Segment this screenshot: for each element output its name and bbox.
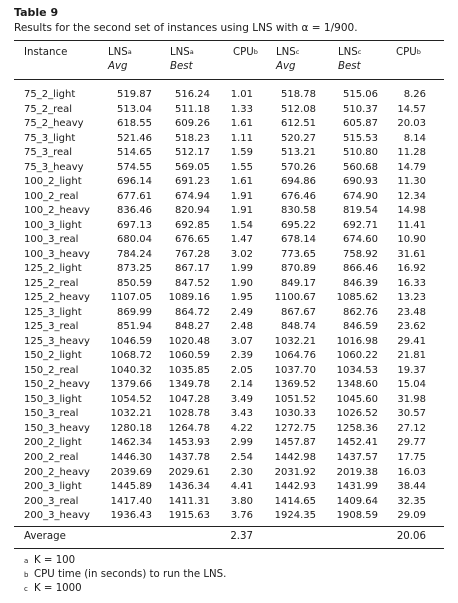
value-cell: 1040.32 [110,364,152,376]
instance-cell: 100_2_light [24,176,82,188]
table-row [0,147,458,158]
value-cell: 1379.66 [110,379,152,391]
column-header-sub: Best [170,61,193,72]
instance-cell: 150_3_heavy [24,422,90,434]
value-cell: 1431.99 [336,481,378,493]
value-cell: 1280.18 [110,422,152,434]
table-row [0,321,458,332]
instance-cell: 100_3_light [24,219,82,231]
table-row [0,510,458,521]
value-cell: 1037.70 [274,364,316,376]
value-cell: 30.57 [397,408,426,420]
value-cell: 2.14 [230,379,253,391]
value-cell: 836.46 [117,205,152,217]
table-row [0,89,458,100]
value-cell: 1030.33 [274,408,316,420]
value-cell: 2039.69 [110,466,152,478]
value-cell: 1.33 [230,103,253,115]
value-cell: 1045.60 [336,393,378,405]
value-cell: 1.91 [230,205,253,217]
column-header-footnote-mark: b [253,48,258,56]
value-cell: 560.68 [343,161,378,173]
column-header-sub: Avg [276,61,296,72]
value-cell: 1908.59 [336,510,378,522]
value-cell: 1446.30 [110,452,152,463]
value-cell: 3.76 [230,510,253,522]
value-cell: 3.02 [230,248,253,260]
value-cell: 1085.62 [336,292,378,304]
table-row [0,249,458,260]
instance-cell: 200_2_real [24,452,79,463]
column-header-main: LNS [108,47,128,58]
instance-cell: 75_3_light [24,132,76,144]
value-cell: 678.14 [281,234,316,246]
value-cell: 1068.72 [110,350,152,362]
value-cell: 29.41 [397,335,426,347]
value-cell: 16.33 [397,277,426,289]
value-cell: 691.23 [175,176,210,188]
value-cell: 2.54 [230,452,253,463]
instance-cell: 125_3_light [24,306,82,318]
value-cell: 518.78 [281,89,316,100]
table-row [0,162,458,173]
column-header [24,46,67,60]
value-cell: 510.37 [343,103,378,115]
table-row [0,452,458,463]
value-cell: 1016.98 [336,335,378,347]
value-cell: 1034.53 [336,364,378,376]
value-cell: 847.52 [175,277,210,289]
value-cell: 2.99 [230,437,253,449]
value-cell: 867.17 [175,263,210,275]
instance-cell: 200_2_light [24,437,82,449]
value-cell: 1442.98 [274,452,316,463]
value-cell: 519.87 [117,89,152,100]
column-header-footnote-mark: a [127,48,132,56]
bottom-rule [14,548,444,549]
instance-cell: 150_2_light [24,350,82,362]
value-cell: 2.48 [230,321,253,333]
table-row [0,234,458,245]
value-cell: 27.12 [397,422,426,434]
value-cell: 1032.21 [110,408,152,420]
value-cell: 870.89 [281,263,316,275]
value-cell: 674.90 [343,190,378,202]
value-cell: 850.59 [117,277,152,289]
value-cell: 846.39 [343,277,378,289]
value-cell: 23.48 [397,306,426,318]
instance-cell: 150_2_heavy [24,379,90,391]
average-cpu-2: 20.06 [396,531,426,542]
value-cell: 521.46 [117,132,152,144]
table-row [0,118,458,129]
value-cell: 609.26 [175,118,210,130]
value-cell: 2.49 [230,306,253,318]
value-cell: 38.44 [397,481,426,493]
value-cell: 3.49 [230,393,253,405]
column-header-main: LNS [276,47,296,58]
value-cell: 1409.64 [336,495,378,507]
value-cell: 1442.93 [274,481,316,493]
footnote [24,555,75,567]
instance-cell: 125_3_real [24,321,79,333]
instance-cell: 200_3_heavy [24,510,90,522]
table-row [0,205,458,216]
footnote-text: K = 1000 [34,583,82,594]
header-rule [14,79,444,80]
table-row [0,437,458,448]
value-cell: 32.35 [397,495,426,507]
value-cell: 4.22 [230,422,253,434]
value-cell: 1417.40 [110,495,152,507]
average-cpu-1: 2.37 [230,531,253,542]
value-cell: 1107.05 [110,292,152,304]
value-cell: 10.90 [397,234,426,246]
column-header [108,46,132,74]
value-cell: 873.25 [117,263,152,275]
instance-cell: 200_3_real [24,495,79,507]
value-cell: 830.58 [281,205,316,217]
value-cell: 1.55 [230,161,253,173]
table-row [0,104,458,115]
value-cell: 696.14 [117,176,152,188]
value-cell: 11.30 [397,176,426,188]
value-cell: 29.77 [397,437,426,449]
instance-cell: 200_3_light [24,481,82,493]
value-cell: 1924.35 [274,510,316,522]
value-cell: 848.27 [175,321,210,333]
table-row [0,278,458,289]
value-cell: 1348.60 [336,379,378,391]
instance-cell: 100_3_real [24,234,79,246]
value-cell: 1.47 [230,234,253,246]
value-cell: 1.95 [230,292,253,304]
table-label: Table 9 [14,6,59,19]
top-rule [14,40,444,41]
value-cell: 864.72 [175,306,210,318]
table-row [0,365,458,376]
table-row [0,379,458,390]
table-row [0,394,458,405]
value-cell: 1054.52 [110,393,152,405]
footnote [24,569,226,581]
footnote-text: CPU time (in seconds) to run the LNS. [34,569,227,580]
instance-cell: 75_2_real [24,103,73,115]
value-cell: 1.90 [230,277,253,289]
column-header [276,46,299,74]
instance-cell: 200_2_heavy [24,466,90,478]
instance-cell: 150_2_real [24,364,79,376]
value-cell: 1369.52 [274,379,316,391]
value-cell: 31.98 [397,393,426,405]
value-cell: 767.28 [175,248,210,260]
instance-cell: 100_2_heavy [24,205,90,217]
value-cell: 1453.93 [168,437,210,449]
value-cell: 16.03 [397,466,426,478]
value-cell: 1026.52 [336,408,378,420]
value-cell: 1452.41 [336,437,378,449]
value-cell: 1035.85 [168,364,210,376]
column-header [233,46,258,60]
value-cell: 8.14 [403,132,426,144]
value-cell: 820.94 [175,205,210,217]
instance-cell: 75_2_light [24,89,76,100]
value-cell: 1462.34 [110,437,152,449]
table-row [0,467,458,478]
value-cell: 674.94 [175,190,210,202]
value-cell: 23.62 [397,321,426,333]
value-cell: 1445.89 [110,481,152,493]
value-cell: 1100.67 [274,292,316,304]
value-cell: 697.13 [117,219,152,231]
table-row [0,423,458,434]
value-cell: 819.54 [343,205,378,217]
value-cell: 1436.34 [168,481,210,493]
value-cell: 677.61 [117,190,152,202]
value-cell: 514.65 [117,147,152,159]
value-cell: 692.85 [175,219,210,231]
value-cell: 1.99 [230,263,253,275]
footnote-mark: b [24,571,29,579]
value-cell: 518.23 [175,132,210,144]
instance-cell: 150_3_light [24,393,82,405]
value-cell: 846.59 [343,321,378,333]
value-cell: 1437.78 [168,452,210,463]
value-cell: 676.65 [175,234,210,246]
value-cell: 17.75 [397,452,426,463]
column-header-sub: Best [338,61,361,72]
value-cell: 14.98 [397,205,426,217]
value-cell: 1.61 [230,176,253,188]
column-header [170,46,194,74]
column-header-main: LNS [170,47,190,58]
value-cell: 511.18 [175,103,210,115]
value-cell: 695.22 [281,219,316,231]
value-cell: 1.91 [230,190,253,202]
value-cell: 1.01 [230,89,253,100]
value-cell: 1089.16 [168,292,210,304]
value-cell: 21.81 [397,350,426,362]
instance-cell: 125_3_heavy [24,335,90,347]
value-cell: 605.87 [343,118,378,130]
instance-cell: 125_2_heavy [24,292,90,304]
table-row [0,292,458,303]
value-cell: 612.51 [281,118,316,130]
value-cell: 516.24 [175,89,210,100]
instance-cell: 125_2_real [24,277,79,289]
value-cell: 849.17 [281,277,316,289]
table-row [0,191,458,202]
value-cell: 513.04 [117,103,152,115]
instance-cell: 125_2_light [24,263,82,275]
table-row [0,481,458,492]
value-cell: 512.17 [175,147,210,159]
value-cell: 692.71 [343,219,378,231]
value-cell: 690.93 [343,176,378,188]
value-cell: 1258.36 [336,422,378,434]
value-cell: 29.09 [397,510,426,522]
table-row [0,336,458,347]
value-cell: 1272.75 [274,422,316,434]
value-cell: 866.46 [343,263,378,275]
value-cell: 12.34 [397,190,426,202]
value-cell: 569.05 [175,161,210,173]
value-cell: 4.41 [230,481,253,493]
value-cell: 8.26 [403,89,426,100]
value-cell: 1437.57 [336,452,378,463]
value-cell: 2.05 [230,364,253,376]
value-cell: 515.06 [343,89,378,100]
value-cell: 862.76 [343,306,378,318]
value-cell: 1028.78 [168,408,210,420]
value-cell: 1064.76 [274,350,316,362]
table-row [0,307,458,318]
table-row [0,496,458,507]
value-cell: 1.59 [230,147,253,159]
value-cell: 758.92 [343,248,378,260]
column-header-sub: Avg [108,61,128,72]
footnote-mark: a [24,557,29,565]
column-header-main: CPU [396,47,417,58]
value-cell: 520.27 [281,132,316,144]
value-cell: 1414.65 [274,495,316,507]
table-row [0,176,458,187]
value-cell: 867.67 [281,306,316,318]
value-cell: 3.43 [230,408,253,420]
value-cell: 510.80 [343,147,378,159]
value-cell: 1032.21 [274,335,316,347]
column-header [396,46,421,60]
column-header [338,46,361,74]
table-row [0,220,458,231]
value-cell: 676.46 [281,190,316,202]
column-header-footnote-mark: a [189,48,194,56]
value-cell: 1020.48 [168,335,210,347]
value-cell: 1915.63 [168,510,210,522]
value-cell: 773.65 [281,248,316,260]
value-cell: 20.03 [397,118,426,130]
instance-cell: 100_3_heavy [24,248,90,260]
value-cell: 618.55 [117,118,152,130]
value-cell: 515.53 [343,132,378,144]
table-caption: Results for the second set of instances using LNS with α = 1/900. [14,22,358,34]
column-header-footnote-mark: c [295,48,300,56]
table-row [0,408,458,419]
value-cell: 1411.31 [168,495,210,507]
value-cell: 784.24 [117,248,152,260]
value-cell: 31.61 [397,248,426,260]
value-cell: 694.86 [281,176,316,188]
value-cell: 513.21 [281,147,316,159]
instance-cell: 150_3_real [24,408,79,420]
footnote-text: K = 100 [34,555,76,566]
column-header-main: LNS [338,47,358,58]
table-row [0,133,458,144]
value-cell: 19.37 [397,364,426,376]
value-cell: 1060.22 [336,350,378,362]
value-cell: 512.08 [281,103,316,115]
value-cell: 570.26 [281,161,316,173]
footnote [24,583,82,595]
value-cell: 2031.92 [274,466,316,478]
value-cell: 14.57 [397,103,426,115]
column-header-footnote-mark: b [416,48,421,56]
value-cell: 1457.87 [274,437,316,449]
value-cell: 1349.78 [168,379,210,391]
value-cell: 1.54 [230,219,253,231]
value-cell: 1051.52 [274,393,316,405]
value-cell: 1936.43 [110,510,152,522]
value-cell: 3.80 [230,495,253,507]
average-label: Average [24,531,66,542]
value-cell: 11.41 [397,219,426,231]
value-cell: 1.11 [230,132,253,144]
value-cell: 1.61 [230,118,253,130]
value-cell: 3.07 [230,335,253,347]
value-cell: 14.79 [397,161,426,173]
value-cell: 16.92 [397,263,426,275]
value-cell: 15.04 [397,379,426,391]
column-header-footnote-mark: c [357,48,362,56]
value-cell: 2019.38 [336,466,378,478]
value-cell: 1060.59 [168,350,210,362]
instance-cell: 75_2_heavy [24,118,84,130]
value-cell: 674.60 [343,234,378,246]
instance-cell: 75_3_heavy [24,161,84,173]
value-cell: 680.04 [117,234,152,246]
value-cell: 574.55 [117,161,152,173]
value-cell: 2.39 [230,350,253,362]
body-rule [14,526,444,527]
table-row [0,350,458,361]
instance-cell: 75_3_real [24,147,73,159]
column-header-main: Instance [24,47,68,58]
value-cell: 2.30 [230,466,253,478]
column-header-main: CPU [233,47,254,58]
value-cell: 851.94 [117,321,152,333]
value-cell: 869.99 [117,306,152,318]
value-cell: 1046.59 [110,335,152,347]
value-cell: 11.28 [397,147,426,159]
instance-cell: 100_2_real [24,190,79,202]
value-cell: 1047.28 [168,393,210,405]
value-cell: 848.74 [281,321,316,333]
table-row [0,263,458,274]
value-cell: 13.23 [397,292,426,304]
footnote-mark: c [24,585,28,593]
value-cell: 2029.61 [168,466,210,478]
value-cell: 1264.78 [168,422,210,434]
